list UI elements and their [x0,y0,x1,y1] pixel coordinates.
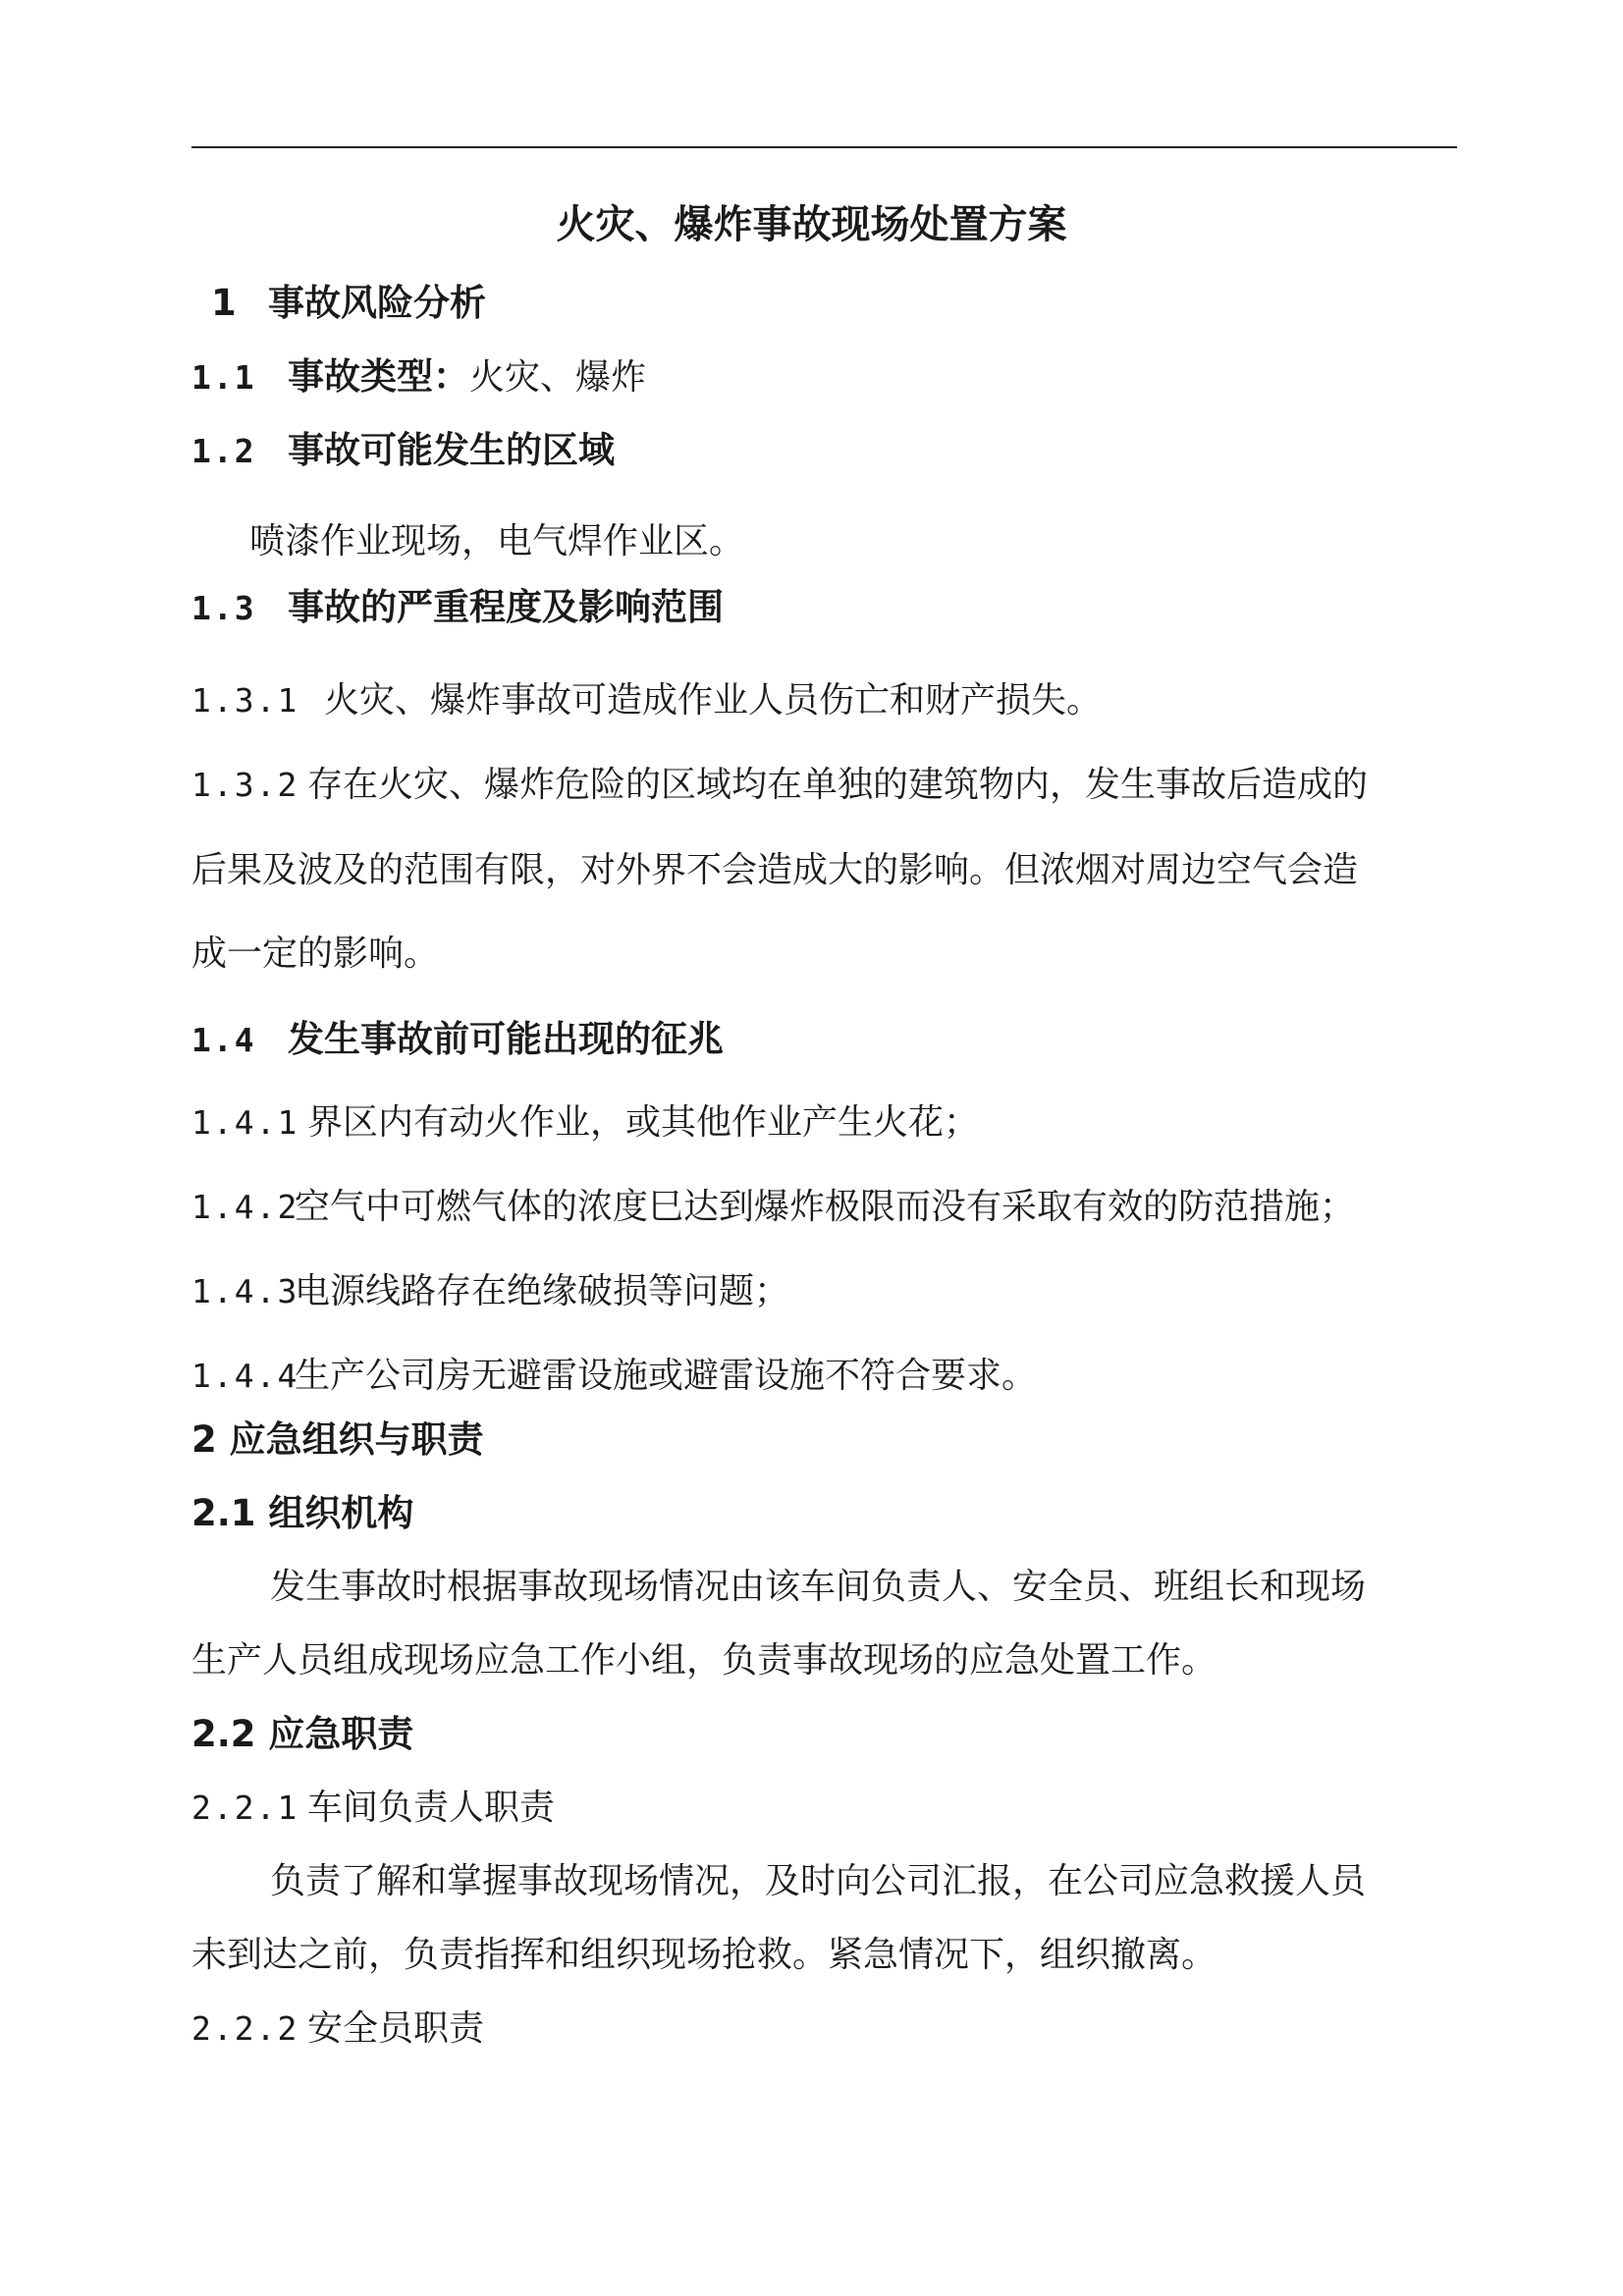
heading-text: 事故风险分析 [268,282,486,324]
item-text: 界区内有动火作业，或其他作业产生火花； [307,1102,980,1143]
item-number: 1.4.4 [191,1357,299,1395]
item-text: 存在火灾、爆炸危险的区域均在单独的建筑物内，发生事故后造成的 [307,765,1369,805]
heading-1-1 [191,353,646,400]
heading-label: 事故类型： [288,355,469,398]
item-text: 电源线路存在绝缘破损等问题； [295,1271,790,1311]
list-item-1-4-4 [191,1353,1037,1400]
heading-1-3 [191,584,724,631]
list-item-2-2-1 [191,1785,555,1832]
list-item-1-4-1 [191,1099,979,1147]
item-number: 1.4.1 [191,1103,299,1142]
heading-number: 1.3 [191,589,256,627]
heading-2-2: 2.2 应急职责 [191,1713,414,1755]
heading-number: 1 [211,282,237,324]
item-text: 空气中可燃气体的浓度巳达到爆炸极限而没有采取有效的防范措施； [295,1187,1356,1227]
item-number: 1.3.1 [191,681,299,720]
header-rule [191,146,1457,148]
heading-1-4 [191,1016,724,1063]
heading-number: 1.4 [191,1021,256,1059]
list-item-1-4-2 [191,1184,1355,1231]
item-text: 生产公司房无避雷设施或避雷设施不符合要求。 [295,1356,1038,1396]
heading-text: 事故的严重程度及影响范围 [288,586,724,628]
item-number: 1.3.2 [191,766,299,804]
item-number: 2.2.1 [191,1789,299,1827]
paragraph-line: 后果及波及的范围有限，对外界不会造成大的影响。但浓烟对周边空气会造 [191,850,1359,890]
heading-number: 1.1 [191,358,256,397]
paragraph-line: 未到达之前，负责指挥和组织现场抢救。紧急情况下，组织撤离。 [191,1935,1217,1975]
heading-number: 1.2 [191,432,256,470]
heading-1-2 [191,427,615,474]
list-item-1-4-3 [191,1268,789,1315]
item-text: 车间负责人职责 [307,1788,556,1828]
list-item-1-3-2 [191,762,1368,809]
paragraph-line: 负责了解和掌握事故现场情况，及时向公司汇报，在公司应急救援人员 [270,1861,1367,1901]
paragraph-line: 发生事故时根据事故现场情况由该车间负责人、安全员、班组长和现场 [270,1567,1367,1607]
list-item-1-3-1 [191,677,1102,724]
heading-text: 事故可能发生的区域 [288,429,615,471]
heading-2: 2 应急组织与职责 [191,1418,484,1461]
list-item-2-2-2 [191,2005,484,2053]
paragraph-line: 成一定的影响。 [191,934,440,974]
document-title: 火灾、爆炸事故现场处置方案 [556,202,1067,247]
item-text: 安全员职责 [307,2008,485,2049]
heading-value: 火灾、爆炸 [469,357,647,398]
item-number: 1.4.3 [191,1272,299,1310]
paragraph-line: 喷漆作业现场，电气焊作业区。 [249,521,745,561]
paragraph-line: 生产人员组成现场应急工作小组，负责事故现场的应急处置工作。 [191,1640,1217,1681]
heading-2-1: 2.1 组织机构 [191,1492,414,1534]
item-number: 1.4.2 [191,1188,299,1226]
heading-text: 发生事故前可能出现的征兆 [288,1018,724,1060]
item-text: 火灾、爆炸事故可造成作业人员伤亡和财产损失。 [324,680,1103,721]
heading-1 [211,280,486,327]
item-number: 2.2.2 [191,2009,299,2048]
